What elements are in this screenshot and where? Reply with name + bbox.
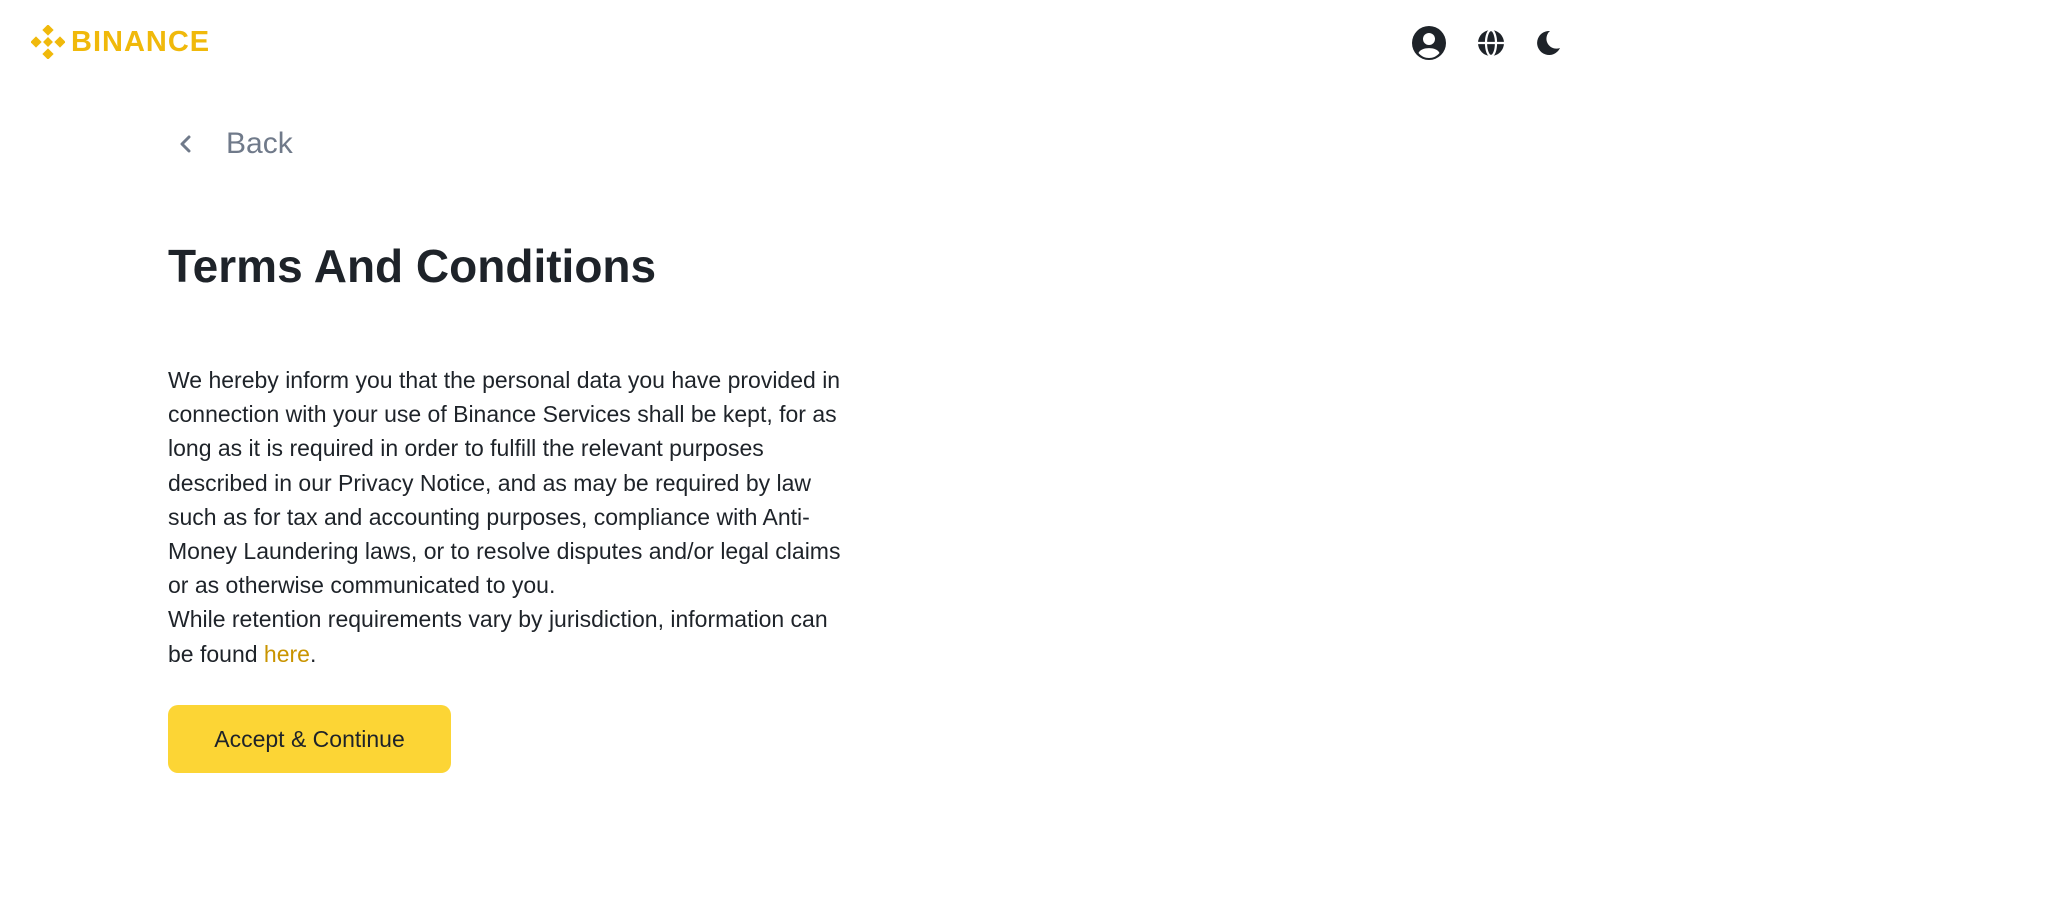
terms-paragraph-retention: We hereby inform you that the personal data you have provided in connection with your use of Binance Services shall be kept, for as long as it is required in order to fulfill the relevant purposes described in our Privacy Notice, and as may be required by law such as for tax and accounting purposes, compliance with Anti-Money Laundering laws, or to resolve disputes and/or legal claims or as otherwise communicated to you. <box>168 367 841 599</box>
moon-icon[interactable] <box>1530 25 1566 61</box>
paragraph-prefix: While retention requirements vary by jurisdiction, information can be found <box>168 606 828 667</box>
account-icon[interactable] <box>1411 25 1447 61</box>
logo-text: BINANCE <box>71 26 211 58</box>
binance-logo[interactable] <box>31 25 210 59</box>
binance-logo-icon <box>31 25 65 59</box>
paragraph-suffix: . <box>309 640 317 667</box>
back-label: Back <box>226 127 293 160</box>
page-title: Terms And Conditions <box>168 240 657 292</box>
globe-icon[interactable] <box>1473 25 1509 61</box>
accept-continue-button[interactable]: Accept & Continue <box>168 705 451 773</box>
terms-body <box>168 363 858 671</box>
top-header <box>0 0 2048 86</box>
terms-paragraph-jurisdiction <box>168 602 858 670</box>
back-button[interactable] <box>168 126 293 162</box>
chevron-left-icon <box>168 126 204 162</box>
here-link[interactable]: here <box>263 640 310 667</box>
